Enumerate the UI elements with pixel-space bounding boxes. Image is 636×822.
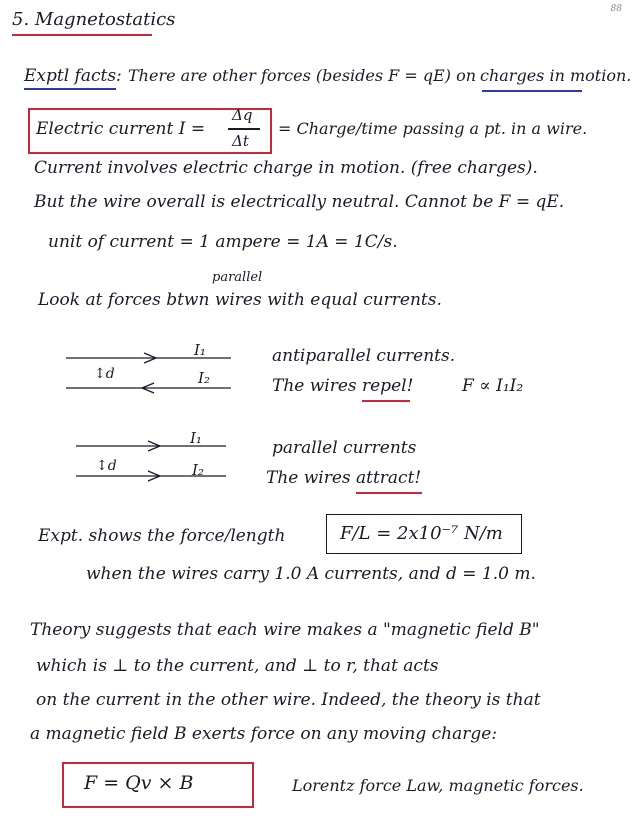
force-per-length: F/L = 2x10⁻⁷ N/m xyxy=(340,523,503,544)
d2-current-2: I₂ xyxy=(192,461,204,479)
exptl-facts-underline xyxy=(24,88,116,90)
wires-attract: attract! xyxy=(356,468,422,488)
charges-in-motion-underline xyxy=(482,90,582,92)
exptl-facts-label: Exptl facts: xyxy=(24,66,122,86)
delta-t: Δt xyxy=(232,132,249,150)
wires-repel-prefix: The wires xyxy=(272,376,357,396)
d2-current-1: I₁ xyxy=(190,429,202,447)
lorentz-force-formula: F = Qv × B xyxy=(84,772,194,794)
magnetic-field-force: a magnetic field B exerts force on any moving charge: xyxy=(30,724,498,744)
attract-underline xyxy=(356,492,422,494)
wires-carry: when the wires carry 1.0 A currents, and d = 1.0 m. xyxy=(86,564,536,584)
page-number: 88 xyxy=(610,4,622,14)
d1-current-2: I₂ xyxy=(198,369,210,387)
title-underline xyxy=(12,34,152,36)
page-title: 5. Magnetostatics xyxy=(12,9,176,30)
antiparallel-wires-diagram xyxy=(66,340,246,400)
parallel-note: parallel xyxy=(212,270,263,285)
forces-text: There are other forces (besides F = qE) on xyxy=(128,66,477,85)
expt-shows: Expt. shows the force/length xyxy=(38,526,286,546)
d1-current-1: I₁ xyxy=(194,341,206,359)
d2-separation: ↕d xyxy=(96,458,117,474)
repel-underline xyxy=(362,400,410,402)
wire-neutral: But the wire overall is electrically neutral. Cannot be F = qE. xyxy=(34,192,565,212)
wires-repel: repel! xyxy=(362,376,414,396)
unit-of-current: unit of current = 1 ampere = 1A = 1C/s. xyxy=(48,232,398,252)
force-proportionality: F ∝ I₁I₂ xyxy=(462,376,524,396)
antiparallel-label: antiparallel currents. xyxy=(272,346,456,366)
look-at-forces: Look at forces btwn wires with equal currents. xyxy=(38,290,442,310)
parallel-label: parallel currents xyxy=(272,438,417,458)
current-involves: Current involves electric charge in motion. (free charges). xyxy=(34,158,538,178)
other-wire-line: on the current in the other wire. Indeed, the theory is that xyxy=(36,690,541,710)
delta-q: Δq xyxy=(232,106,253,124)
theory-suggests: Theory suggests that each wire makes a "magnetic field B" xyxy=(30,620,540,640)
charges-in-motion: charges in motion. xyxy=(480,66,632,85)
wires-attract-prefix: The wires xyxy=(266,468,351,488)
lorentz-force-law: Lorentz force Law, magnetic forces. xyxy=(292,776,584,795)
current-definition: Electric current I = xyxy=(36,119,206,139)
charge-per-time: = Charge/time passing a pt. in a wire. xyxy=(278,119,588,138)
perpendicular-line: which is ⊥ to the current, and ⊥ to r, that acts xyxy=(36,656,439,676)
fraction-bar xyxy=(228,128,260,130)
d1-separation: ↕d xyxy=(94,366,115,382)
